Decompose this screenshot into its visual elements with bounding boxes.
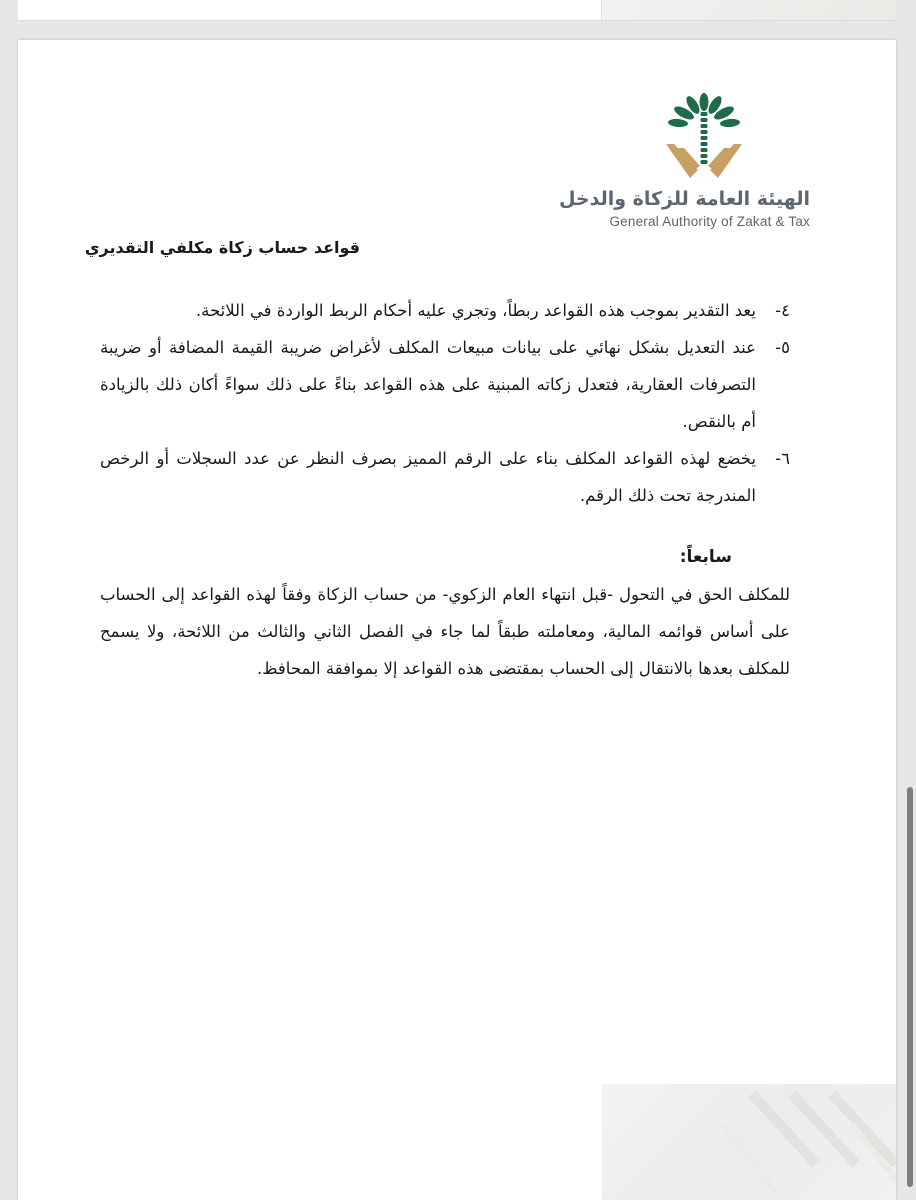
authority-name-english: General Authority of Zakat & Tax — [609, 214, 810, 229]
item-text: عند التعديل بشكل نهائي على بيانات مبيعات المكلف لأغراض ضريبة القيمة المضافة أو ضريبة التصرفات العقارية، فتعدل زكاته المبنية على هذه القواعد بناءً على ذلك سواءً أكان ذلك بالزيادة أم بالنقص. — [100, 338, 756, 431]
previous-page-corner-decoration — [601, 0, 896, 20]
list-item — [100, 292, 790, 329]
previous-page-edge — [18, 0, 896, 21]
item-number: ٦- — [775, 449, 790, 468]
document-title: قواعد حساب زكاة مكلفي التقديري — [84, 238, 360, 257]
vertical-scrollbar[interactable] — [907, 787, 913, 1187]
rules-list — [100, 292, 790, 514]
list-item — [100, 440, 790, 514]
item-text: يعد التقدير بموجب هذه القواعد ربطاً، وتجري عليه أحكام الربط الواردة في اللائحة. — [195, 301, 756, 320]
item-text: يخضع لهذه القواعد المكلف بناء على الرقم المميز بصرف النظر عن عدد السجلات أو الرخص المندرجة تحت ذلك الرقم. — [100, 449, 756, 505]
authority-logo — [558, 92, 814, 229]
item-number: ٤- — [775, 301, 790, 320]
item-number: ٥- — [775, 338, 790, 357]
corner-watermark-decoration — [602, 1084, 896, 1200]
document-page — [18, 40, 896, 1200]
document-body — [100, 292, 790, 687]
section-paragraph: للمكلف الحق في التحول -قبل انتهاء العام الزكوي- من حساب الزكاة وفقاً لهذه القواعد إلى الحساب على أساس قوائمه المالية، ومعاملته طبقاً لما جاء في الفصل الثاني والثالث من اللائحة، ولا يسمح للمكلف بعدها بالانتقال إلى الحساب بمقتضى هذه القواعد إلا بموافقة المحافظ. — [100, 585, 790, 678]
palm-tree-emblem-icon — [662, 92, 746, 184]
authority-name-arabic: الهيئة العامة للزكاة والدخل — [558, 188, 810, 210]
section-heading: سابعاً: — [679, 547, 732, 567]
list-item — [100, 329, 790, 440]
